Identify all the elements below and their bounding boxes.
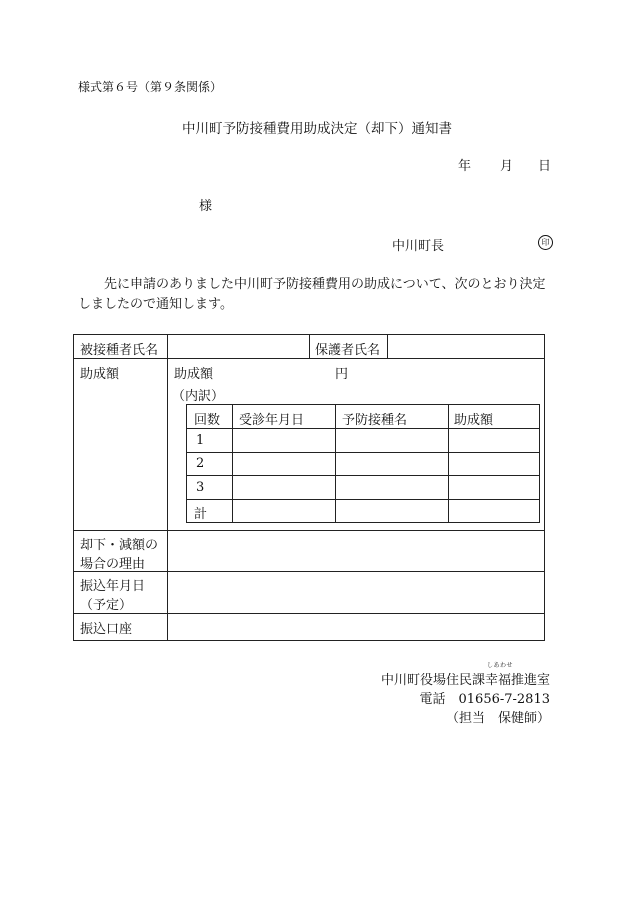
table-rule bbox=[335, 405, 336, 523]
subsidy-row-label: 助成額 bbox=[80, 367, 120, 382]
count-header: 回数 bbox=[194, 413, 221, 428]
table-rule bbox=[448, 405, 449, 523]
table-rule bbox=[74, 530, 544, 531]
transfer-date-label-line1: 振込年月日 bbox=[80, 579, 146, 594]
breakdown-table bbox=[186, 404, 540, 523]
table-rule bbox=[187, 452, 539, 453]
vaccine-name-header: 予防接種名 bbox=[342, 413, 408, 428]
total-row-label: 計 bbox=[194, 507, 208, 522]
date-year-label: 年 bbox=[458, 159, 472, 174]
table-rule bbox=[387, 335, 388, 358]
guardian-name-label: 保護者氏名 bbox=[315, 343, 381, 358]
table-rule bbox=[187, 428, 539, 429]
date-month-label: 月 bbox=[500, 159, 514, 174]
phone-number: 電話 01656-7-2813 bbox=[419, 692, 550, 707]
row-number-1: 1 bbox=[196, 433, 205, 448]
table-rule bbox=[187, 499, 539, 500]
date-day-label: 日 bbox=[538, 159, 552, 174]
vaccinee-name-label: 被接種者氏名 bbox=[80, 343, 159, 358]
table-rule bbox=[309, 335, 310, 358]
row-number-2: 2 bbox=[196, 456, 205, 471]
transfer-account-label: 振込口座 bbox=[80, 622, 133, 637]
row-number-3: 3 bbox=[196, 480, 205, 495]
table-rule bbox=[187, 475, 539, 476]
department-ruby: しあわせ bbox=[487, 662, 514, 669]
transfer-date-label-line2: （予定） bbox=[80, 598, 133, 613]
subsidy-amount-label: 助成額 bbox=[174, 367, 214, 382]
reason-label-line2: 場合の理由 bbox=[80, 557, 146, 572]
department-name: 中川町役場住民課幸福推進室 bbox=[380, 673, 550, 688]
contact-person: （担当 保健師） bbox=[445, 711, 550, 726]
exam-date-header: 受診年月日 bbox=[239, 413, 305, 428]
notice-body-text: 先に申請のありました中川町予防接種費用の助成について、次のとおり決定しましたので通知します。 bbox=[78, 277, 546, 312]
table-rule bbox=[232, 405, 233, 523]
subsidy-amount-header: 助成額 bbox=[454, 413, 494, 428]
addressee-suffix: 様 bbox=[199, 199, 213, 214]
issuer-name: 中川町長 bbox=[392, 239, 445, 254]
table-rule bbox=[74, 613, 544, 614]
table-rule bbox=[167, 335, 168, 641]
form-number: 様式第６号（第９条関係） bbox=[78, 80, 223, 94]
document-title: 中川町予防接種費用助成決定（却下）通知書 bbox=[182, 121, 452, 137]
breakdown-label: （内訳） bbox=[172, 389, 225, 404]
yen-unit: 円 bbox=[335, 367, 349, 382]
table-rule bbox=[74, 358, 544, 359]
subsidy-table bbox=[73, 334, 545, 641]
reason-label-line1: 却下・減額の bbox=[80, 538, 159, 553]
seal-mark-icon: 印 bbox=[538, 235, 553, 250]
